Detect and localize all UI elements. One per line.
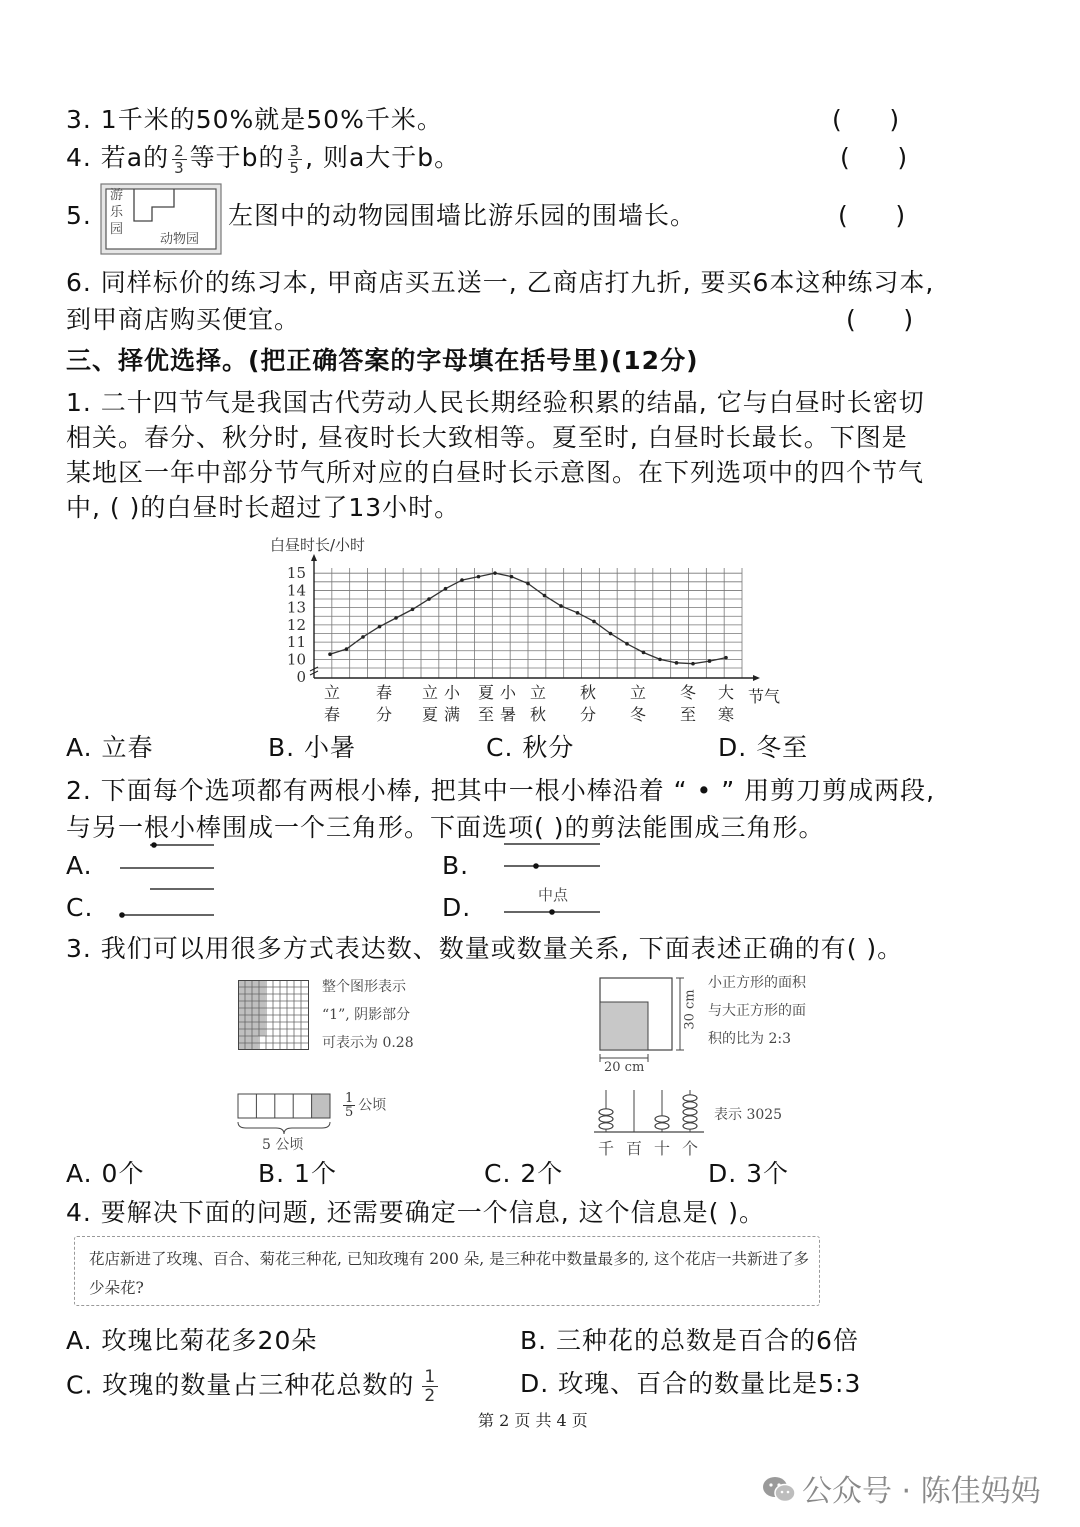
y-tick-label: 12: [286, 615, 306, 634]
data-point: [724, 656, 728, 660]
y-tick-label: 13: [286, 598, 306, 617]
data-point: [328, 652, 332, 656]
problem-text: 花店新进了玫瑰、百合、菊花三种花, 已知玫瑰有 200 朵, 是三种花中数量最多的, 这个花店一共新进了多少朵花?: [89, 1250, 810, 1297]
judge-q3: 3. 1千米的50%就是50%千米。: [66, 105, 443, 134]
judge-q5: 左图中的动物园围墙比游乐园的围墙长。: [228, 201, 697, 230]
mc-q1-line1: 1. 二十四节气是我国古代劳动人民长期经验积累的结晶, 它与白昼时长密切: [66, 388, 925, 417]
x-tick-label: 至: [679, 705, 697, 724]
q1-option-b[interactable]: B. 小暑: [268, 733, 357, 762]
data-point: [427, 597, 431, 601]
q1-option-c[interactable]: C. 秋分: [486, 733, 575, 762]
x-tick-label: 冬: [629, 705, 647, 724]
mc-q1-line2: 相关。春分、秋分时, 昼夜时长大致相等。夏至时, 白昼时长最长。下图是: [66, 423, 908, 452]
data-point: [543, 594, 547, 598]
data-point: [361, 635, 365, 639]
data-point: [625, 642, 629, 646]
x-tick-label: 立: [629, 683, 647, 702]
cut-dot: [151, 842, 157, 848]
fig2-text-3: 积的比为 2:3: [708, 1031, 791, 1047]
data-point: [675, 661, 679, 665]
y-axis-label: 白昼时长/小时: [270, 536, 366, 554]
x-tick-label: 夏: [421, 705, 439, 724]
data-point: [691, 662, 695, 666]
fig2-height-label: 30 cm: [682, 989, 698, 1030]
daylight-chart: [270, 530, 810, 730]
fig2-text-2: 与大正方形的面: [708, 1003, 806, 1019]
abacus-place-1: 千: [598, 1139, 615, 1158]
data-point: [394, 616, 398, 620]
wall-figure-label-park: 游乐园: [110, 188, 124, 237]
judge-q6-line1: 6. 同样标价的练习本, 甲商店买五送一, 乙商店打九折, 要买6本这种练习本,: [66, 268, 935, 297]
data-point: [477, 575, 481, 579]
x-axis-label: 节气: [748, 687, 781, 706]
x-tick-label: 大: [717, 683, 735, 702]
area-bar-figure: [236, 1092, 336, 1136]
x-tick-label: 春: [323, 705, 341, 724]
q2-option-b-label[interactable]: B.: [442, 851, 470, 880]
answer-paren-q3[interactable]: ( ): [832, 105, 900, 134]
q3-option-a[interactable]: A. 0个: [66, 1159, 145, 1188]
data-point: [642, 651, 646, 655]
q4-option-a[interactable]: A. 玫瑰比菊花多20朵: [66, 1326, 318, 1355]
x-tick-label: 小: [499, 683, 517, 702]
x-tick-label: 春: [375, 683, 393, 702]
q1-option-d[interactable]: D. 冬至: [718, 733, 809, 762]
data-point: [411, 608, 415, 612]
fraction-2-3: $\frac{2}{3}$: [174, 141, 185, 177]
fig2-width-label: 20 cm: [604, 1060, 645, 1075]
abacus-place-3: 十: [654, 1139, 671, 1158]
fraction-3-5: $\frac{3}{5}$: [289, 141, 301, 177]
answer-paren-q6[interactable]: ( ): [846, 305, 914, 334]
abacus-place-4: 个: [682, 1139, 699, 1158]
data-point: [526, 582, 530, 586]
mc-q1-line3: 某地区一年中部分节气所对应的白昼时长示意图。在下列选项中的四个节气: [66, 458, 925, 487]
fig1-text-2: “1”, 阴影部分: [322, 1007, 411, 1023]
data-point: [345, 647, 349, 651]
q4-option-d[interactable]: D. 玫瑰、百合的数量比是5:3: [520, 1369, 862, 1398]
answer-paren-q5[interactable]: ( ): [838, 201, 906, 230]
mc-q2-line2: 与另一根小棒围成一个三角形。下面选项( )的剪法能围成三角形。: [66, 813, 825, 842]
y-axis-arrow: [311, 554, 317, 561]
q3-option-b[interactable]: B. 1个: [258, 1159, 337, 1188]
abacus-place-2: 百: [626, 1139, 643, 1158]
q1-option-a[interactable]: A. 立春: [66, 733, 154, 762]
x-axis-arrow: [753, 675, 760, 681]
wall-figure-label-zoo: 动物园: [160, 232, 200, 247]
mc-q1-line4: 中, ( )的白昼时长超过了13小时。: [66, 493, 461, 522]
answer-paren-q4[interactable]: ( ): [840, 143, 908, 172]
x-tick-label: 至: [477, 705, 495, 724]
data-point: [658, 658, 662, 662]
y-tick-label: 14: [286, 581, 306, 600]
fig3-fraction: $\frac{1}{5}$ 公顷: [345, 1091, 387, 1120]
cut-dot: [549, 909, 555, 915]
mc-q4-line: 4. 要解决下面的问题, 还需要确定一个信息, 这个信息是( )。: [66, 1198, 766, 1227]
q3-option-d[interactable]: D. 3个: [708, 1159, 790, 1188]
x-tick-label: 分: [579, 705, 597, 724]
x-tick-label: 秋: [529, 705, 547, 724]
data-point: [510, 575, 514, 579]
x-tick-label: 立: [529, 683, 547, 702]
q2-option-c-label[interactable]: C.: [66, 893, 94, 922]
fig2-text-1: 小正方形的面积: [708, 975, 806, 991]
wechat-icon: [762, 1475, 796, 1505]
y-tick-label: 10: [286, 650, 306, 669]
data-point: [708, 659, 712, 663]
y-tick-label: 15: [286, 564, 306, 583]
judge-q4: 4. 若a的 $\frac{2}{3}$ 等于b的 $\frac{3}{5}$ , 则a大于b。: [66, 141, 461, 177]
abacus-figure: [590, 1084, 708, 1136]
data-point: [592, 620, 596, 624]
fig4-text: 表示 3025: [714, 1107, 783, 1123]
section-title: 三、择优选择。(把正确答案的字母填在括号里)(12分): [66, 346, 699, 375]
page-footer: 第 2 页 共 4 页: [478, 1411, 588, 1430]
problem-box: [74, 1236, 820, 1306]
x-tick-label: 立: [421, 683, 439, 702]
cut-dot: [119, 912, 125, 918]
mc-q3-line: 3. 我们可以用很多方式表达数、数量或数量关系, 下面表述正确的有( )。: [66, 934, 904, 963]
judge-q6-line2: 到甲商店购买便宜。: [66, 305, 301, 334]
x-tick-label: 分: [375, 705, 393, 724]
fraction-1-2: $\frac{1}{2}$: [424, 1367, 437, 1406]
fig3-total: 5 公顷: [262, 1137, 304, 1153]
cut-dot: [533, 863, 539, 869]
watermark: 公众号 · 陈佳妈妈: [762, 1466, 1041, 1510]
y-tick-label: 11: [286, 633, 306, 652]
sticks-option-a: [110, 838, 220, 878]
hundred-grid-figure: [238, 980, 312, 1050]
mc-q2-line1: 2. 下面每个选项都有两根小棒, 把其中一根小棒沿着 “ • ” 用剪刀剪成两段,: [66, 776, 936, 805]
q3-option-c[interactable]: C. 2个: [484, 1159, 564, 1188]
x-tick-label: 冬: [679, 683, 697, 702]
x-tick-label: 秋: [579, 683, 597, 702]
x-tick-label: 小: [443, 683, 461, 702]
x-tick-label: 暑: [499, 705, 517, 724]
sticks-option-b: [496, 838, 606, 878]
q2-option-d-label[interactable]: D.: [442, 893, 472, 922]
y-tick-label: 0: [296, 668, 306, 686]
x-tick-label: 寒: [717, 705, 735, 724]
sticks-option-c: [110, 880, 220, 922]
data-point: [460, 578, 464, 582]
data-point: [576, 611, 580, 615]
x-tick-label: 夏: [477, 683, 495, 702]
q2-option-a-label[interactable]: A.: [66, 851, 93, 880]
fig1-text-1: 整个图形表示: [322, 979, 406, 995]
data-point: [493, 571, 497, 575]
judge-q5-number: 5.: [66, 201, 92, 230]
data-point: [609, 632, 613, 636]
data-point: [378, 625, 382, 629]
midpoint-label: 中点: [538, 886, 569, 904]
x-tick-label: 满: [443, 705, 461, 724]
q4-option-b[interactable]: B. 三种花的总数是百合的6倍: [520, 1326, 859, 1355]
data-point: [444, 587, 448, 591]
q4-option-c[interactable]: C. 玫瑰的数量占三种花总数的 $\frac{1}{2}$: [66, 1367, 437, 1406]
x-tick-label: 立: [323, 683, 341, 702]
data-point: [559, 604, 563, 608]
fig1-text-3: 可表示为 0.28: [322, 1035, 414, 1051]
